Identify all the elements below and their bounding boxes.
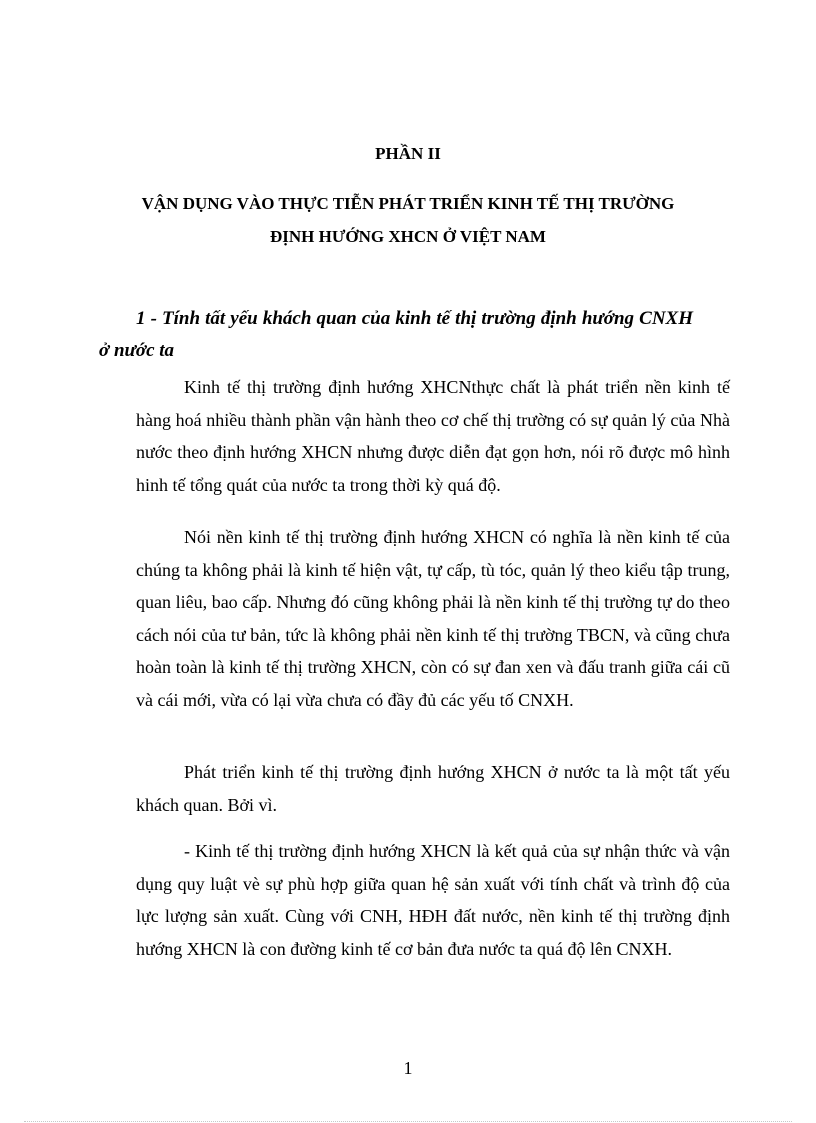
part-label: PHẦN II — [375, 144, 441, 163]
paragraph: Nói nền kinh tế thị trường định hướng XHCN có nghĩa là nền kinh tế của chúng ta không phải là kinh tế hiện vật, tự cấp, tù tóc, quản lý theo kiểu tập trung, quan liêu, bao cấp. Nhưng đó cũng không phải là nền kinh tế thị trường tự do theo cách nói của tư bản, tức là không phải nền kinh tế thị trường TBCN, và cũng chưa hoàn toàn là kinh tế thị trường XHCN, còn có sự đan xen và đấu tranh giữa cái cũ và cái mới, vừa có lại vừa chưa có đầy đủ các yếu tố CNXH. — [136, 527, 730, 710]
part-title: VẬN DỤNG VÀO THỰC TIỄN PHÁT TRIỂN KINH TẾ THỊ TRƯỜNG ĐỊNH HƯỚNG XHCN Ở VIỆT NAM — [141, 194, 675, 246]
paragraph: Kinh tế thị trường định hướng XHCNthực chất là phát triển nền kinh tế hàng hoá nhiều thành phần vận hành theo cơ chế thị trường có sự quản lý của Nhà nước theo định hướng XHCN nhưng được diễn đạt gọn hơn, nói rõ được mô hình hinh tế tổng quát của nước ta trong thời kỳ quá độ. — [136, 377, 730, 495]
page-break-divider — [24, 1121, 792, 1122]
section-heading: 1 - Tính tất yếu khách quan của kinh tế thị trường định hướng CNXH ở nước ta — [99, 308, 693, 361]
paragraph: Phát triển kinh tế thị trường định hướng XHCN ở nước ta là một tất yếu khách quan. Bởi vì. — [136, 762, 730, 815]
page-number: 1 — [403, 1058, 413, 1078]
paragraph: - Kinh tế thị trường định hướng XHCN là kết quả của sự nhận thức và vận dụng quy luật vè sự phù hợp giữa quan hệ sản xuất với tính chất và trình độ của lực lượng sản xuất. Cùng với CNH, HĐH đất nước, nền kinh tế thị trường định hướng XHCN là con đường kinh tế cơ bản đưa nước ta quá độ lên CNXH. — [136, 841, 730, 959]
